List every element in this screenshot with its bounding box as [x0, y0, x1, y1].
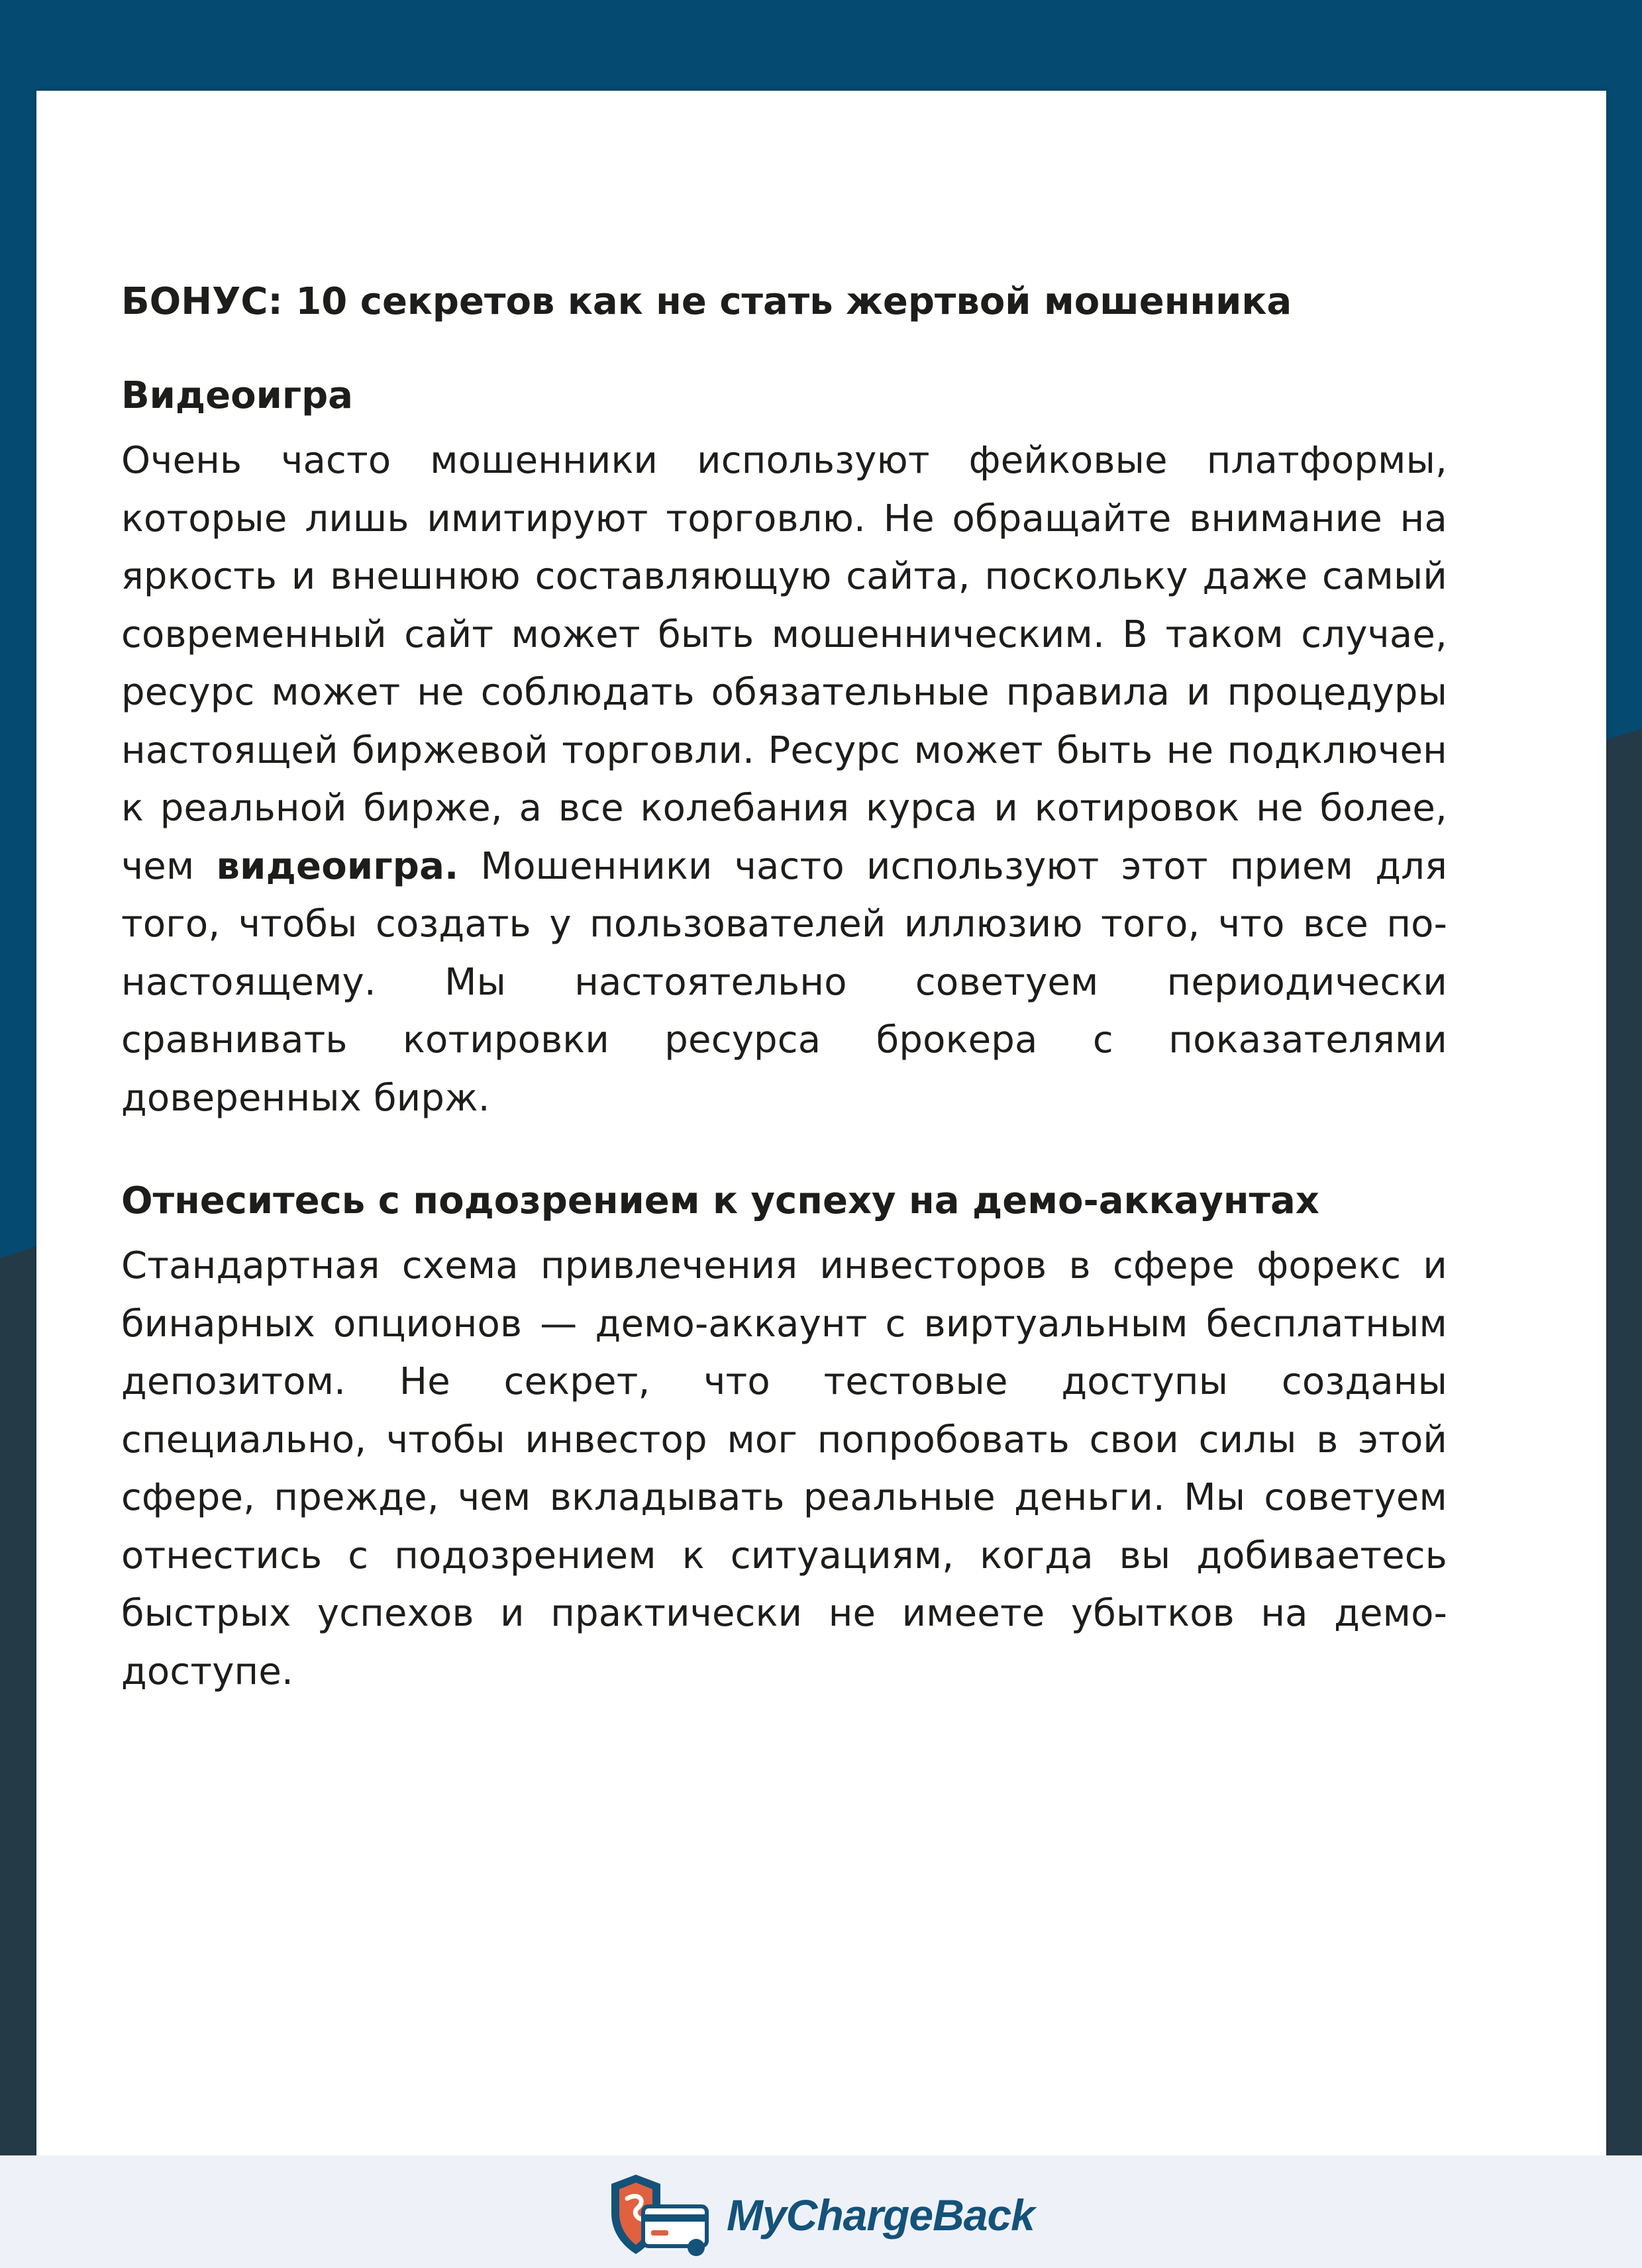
mychargeback-logo — [599, 2172, 1035, 2258]
videogame-bold-term: видеоигра. — [216, 844, 459, 888]
section-heading-demo-accounts: Отнеситесь с подозрением к успеху на демо-аккаунтах — [121, 1179, 1319, 1222]
section-body-demo-accounts: Стандартная схема привлечения инвесторов в сфере форекс и бинарных опционов — демо-аккаунт с виртуальным бесплатным депозитом. Не секрет, что тестовые доступы созданы специально, чтобы инвестор мог попробовать свои силы в этой сфере, прежде, чем вкладывать реальные деньги. Мы советуем отнестись с подозрением к ситуациям, когда вы добиваетесь быстрых успехов и практически не имеете убытков на демо-доступе. — [121, 1244, 1447, 1693]
section-body-videogame — [121, 432, 1447, 1127]
document-content — [121, 179, 1447, 1701]
videogame-text-part-1: Очень часто мошенники используют фейковые платформы, которые лишь имитируют торговлю. Не обращайте внимание на яркость и внешнюю составляющую сайта, поскольку даже самый современный сайт может быть мошенническим. В таком случае, ресурс может не соблюдать обязательные правила и процедуры настоящей биржевой торговли. Ресурс может быть не подключен к реальной бирже, а все колебания курса и котировок не более, чем — [121, 439, 1447, 888]
page-footer — [0, 2155, 1642, 2268]
document-title: БОНУС: 10 секретов как не стать жертвой мошенника — [121, 280, 1292, 323]
shield-card-icon — [599, 2172, 719, 2258]
videogame-text-part-2: Мошенники часто используют этот прием для того, чтобы создать у пользователей иллюзию того, что все по-настоящему. Мы настоятельно советуем периодически сравнивать котировки ресурса брокера с показателями доверенных бирж. — [121, 844, 1447, 1120]
section-heading-videogame: Видеоигра — [121, 374, 353, 417]
logo-text: MyChargeBack — [727, 2191, 1035, 2240]
